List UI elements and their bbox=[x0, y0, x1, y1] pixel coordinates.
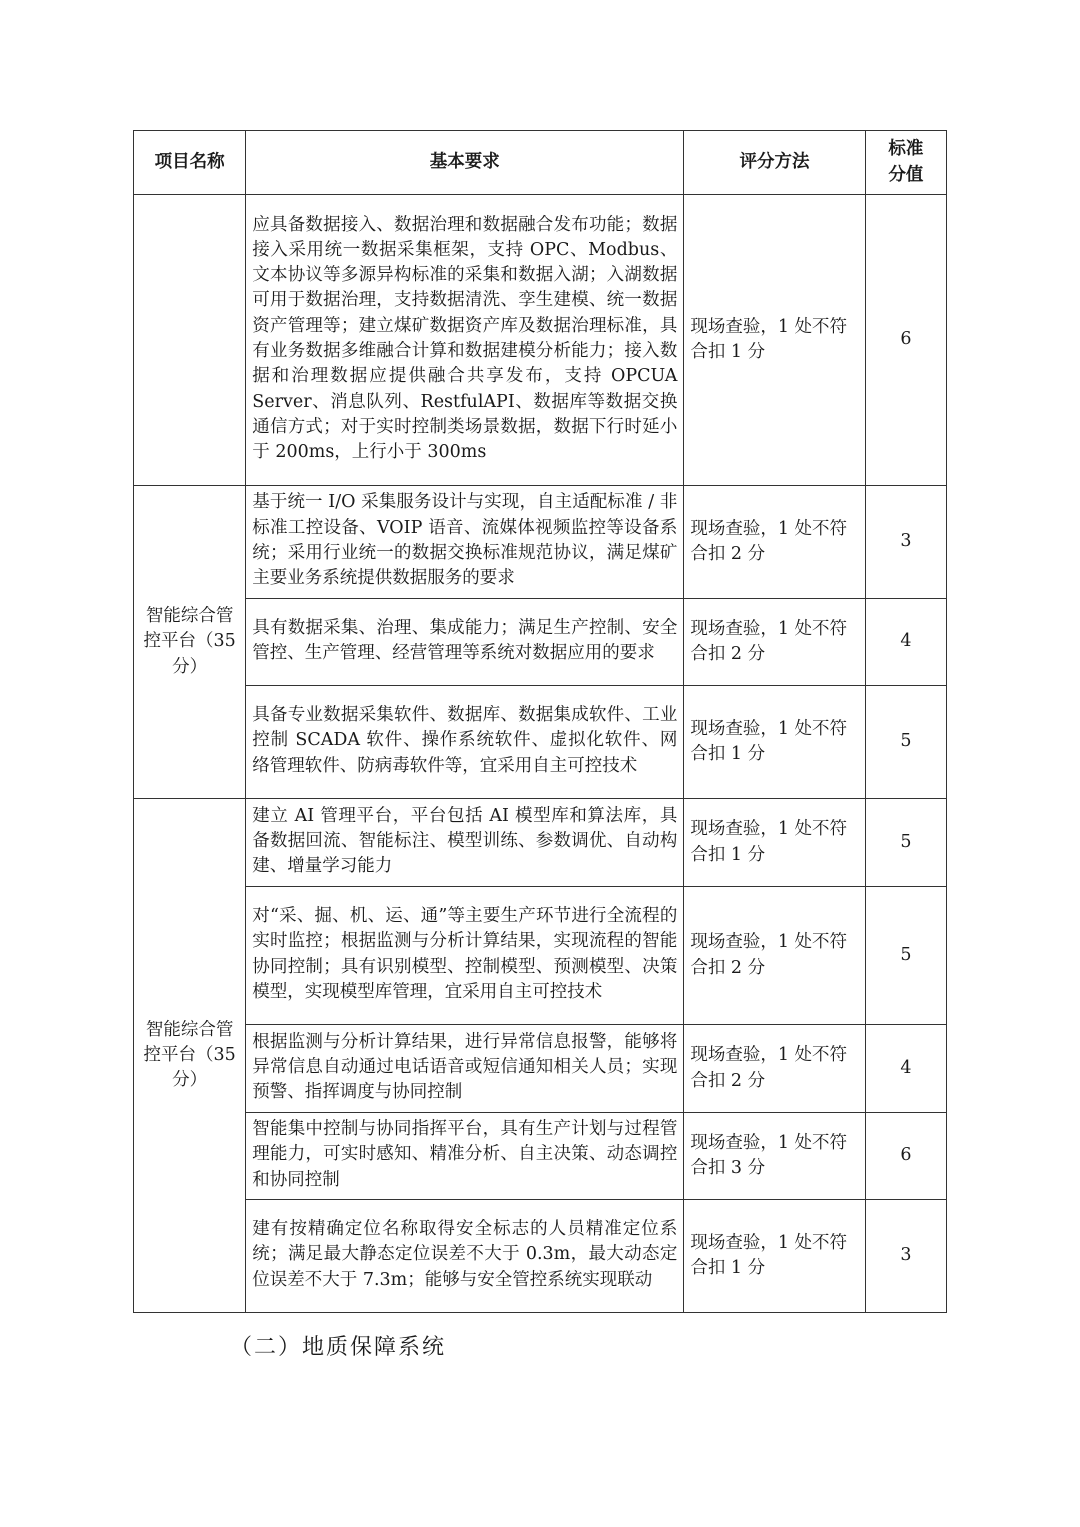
score-cell: 6 bbox=[865, 1113, 946, 1200]
header-standard-score: 标准分值 bbox=[865, 131, 946, 195]
header-scoring-method: 评分方法 bbox=[684, 131, 865, 195]
header-project-name: 项目名称 bbox=[134, 131, 246, 195]
score-cell: 4 bbox=[865, 599, 946, 686]
requirement-cell: 根据监测与分析计算结果，进行异常信息报警，能够将异常信息自动通过电话语音或短信通知相关人员；实现预警、指挥调度与协同控制 bbox=[246, 1025, 684, 1113]
table-header-row bbox=[134, 131, 947, 195]
score-cell: 5 bbox=[865, 887, 946, 1025]
requirement-cell: 具有数据采集、治理、集成能力；满足生产控制、安全管控、生产管理、经营管理等系统对数据应用的要求 bbox=[246, 599, 684, 686]
project-name-cell: 智能综合管控平台（35 分） bbox=[134, 799, 246, 1313]
method-cell: 现场查验，1 处不符合扣 3 分 bbox=[684, 1113, 865, 1200]
project-name-cell bbox=[134, 195, 246, 486]
table-row bbox=[134, 486, 947, 599]
score-cell: 5 bbox=[865, 686, 946, 799]
score-cell: 5 bbox=[865, 799, 946, 887]
table-row bbox=[134, 686, 947, 799]
method-cell: 现场查验，1 处不符合扣 1 分 bbox=[684, 799, 865, 887]
score-cell: 6 bbox=[865, 195, 946, 486]
requirement-cell: 智能集中控制与协同指挥平台，具有生产计划与过程管理能力，可实时感知、精准分析、自主决策、动态调控和协同控制 bbox=[246, 1113, 684, 1200]
method-cell: 现场查验，1 处不符合扣 2 分 bbox=[684, 486, 865, 599]
table-row bbox=[134, 1025, 947, 1113]
method-cell: 现场查验，1 处不符合扣 1 分 bbox=[684, 1200, 865, 1313]
table-row bbox=[134, 599, 947, 686]
header-basic-requirement: 基本要求 bbox=[246, 131, 684, 195]
table-row bbox=[134, 1200, 947, 1313]
scoring-table bbox=[133, 130, 947, 1313]
project-name-cell: 智能综合管控平台（35 分） bbox=[134, 486, 246, 799]
requirement-cell: 建立 AI 管理平台，平台包括 AI 模型库和算法库，具备数据回流、智能标注、模型训练、参数调优、自动构建、增量学习能力 bbox=[246, 799, 684, 887]
method-cell: 现场查验，1 处不符合扣 1 分 bbox=[684, 195, 865, 486]
method-cell: 现场查验，1 处不符合扣 2 分 bbox=[684, 887, 865, 1025]
table-row bbox=[134, 1113, 947, 1200]
score-cell: 3 bbox=[865, 486, 946, 599]
requirement-cell: 建有按精确定位名称取得安全标志的人员精准定位系统；满足最大静态定位误差不大于 0.3m，最大动态定位误差不大于 7.3m；能够与安全管控系统实现联动 bbox=[246, 1200, 684, 1313]
table-row bbox=[134, 195, 947, 486]
table-row bbox=[134, 887, 947, 1025]
method-cell: 现场查验，1 处不符合扣 2 分 bbox=[684, 599, 865, 686]
method-cell: 现场查验，1 处不符合扣 2 分 bbox=[684, 1025, 865, 1113]
table-row bbox=[134, 799, 947, 887]
section-heading: （二）地质保障系统 bbox=[230, 1335, 447, 1360]
score-cell: 3 bbox=[865, 1200, 946, 1313]
requirement-cell: 基于统一 I/O 采集服务设计与实现，自主适配标准 / 非标准工控设备、VOIP 语音、流媒体视频监控等设备系统；采用行业统一的数据交换标准规范协议，满足煤矿主要业务系统提供数据服务的要求 bbox=[246, 486, 684, 599]
score-cell: 4 bbox=[865, 1025, 946, 1113]
method-cell: 现场查验，1 处不符合扣 1 分 bbox=[684, 686, 865, 799]
requirement-cell: 应具备数据接入、数据治理和数据融合发布功能；数据接入采用统一数据采集框架，支持 OPC、Modbus、文本协议等多源异构标准的采集和数据入湖；入湖数据可用于数据治理，支持数据清洗、孪生建模、统一数据资产管理等；建立煤矿数据资产库及数据治理标准，具有业务数据多维融合计算和数据建模分析能力；接入数据和治理数据应提供融合共享发布，支持 OPCUA Server、消息队列、RestfulAPI、数据库等数据交换通信方式；对于实时控制类场景数据，数据下行时延小于 200ms，上行小于 300ms bbox=[246, 195, 684, 486]
requirement-cell: 具备专业数据采集软件、数据库、数据集成软件、工业控制 SCADA 软件、操作系统软件、虚拟化软件、网络管理软件、防病毒软件等，宜采用自主可控技术 bbox=[246, 686, 684, 799]
requirement-cell: 对“采、掘、机、运、通”等主要生产环节进行全流程的实时监控；根据监测与分析计算结果，实现流程的智能协同控制；具有识别模型、控制模型、预测模型、决策模型，实现模型库管理，宜采用自主可控技术 bbox=[246, 887, 684, 1025]
